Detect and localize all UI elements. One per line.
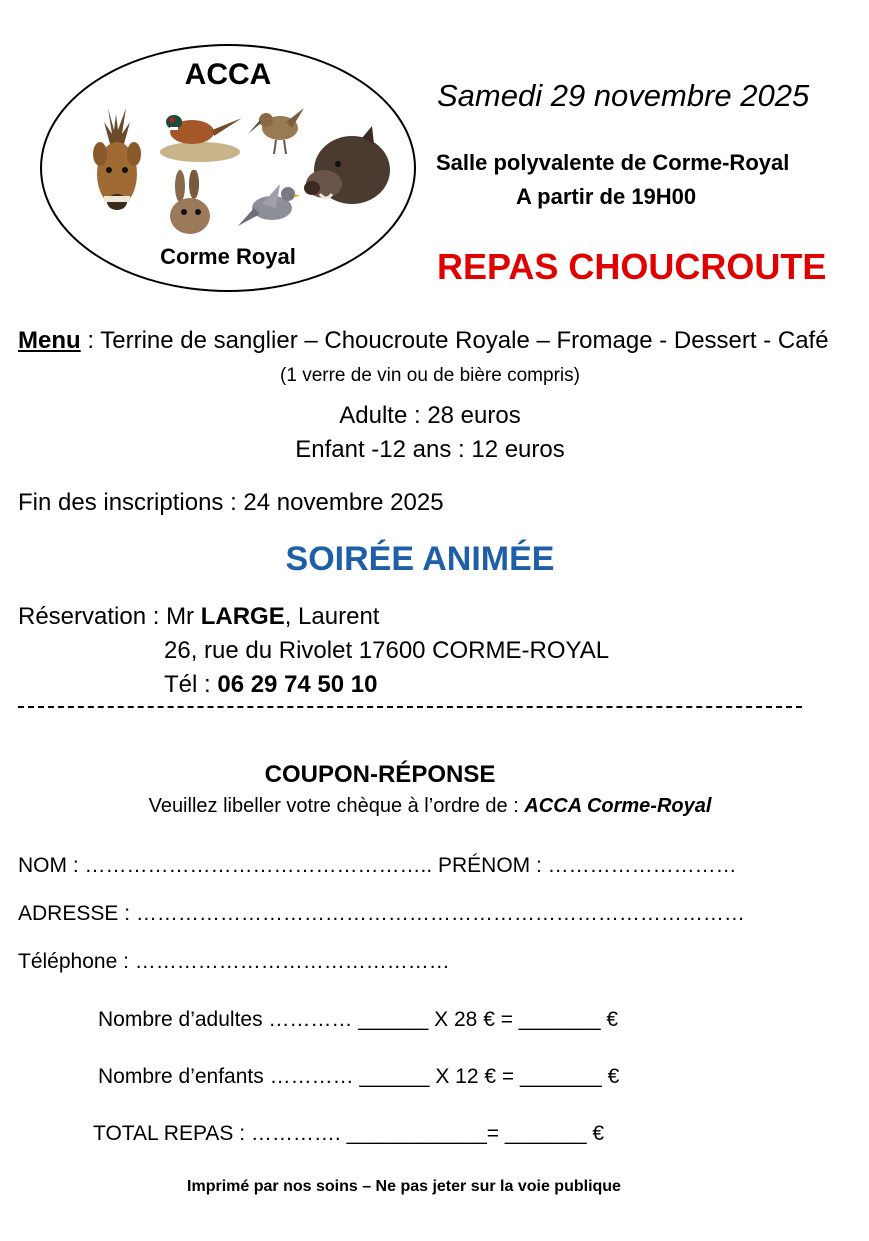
wild-boar-icon [302, 124, 392, 214]
event-title: REPAS CHOUCROUTE [437, 246, 827, 287]
children-count-field[interactable]: Nombre d’enfants ………… ______ X 12 € = _______ € [98, 1065, 620, 1088]
soiree-heading: SOIRÉE ANIMÉE [285, 540, 555, 578]
acca-logo [40, 44, 416, 292]
menu-line [18, 327, 829, 355]
reservation-contact [18, 603, 379, 631]
phone-number: 06 29 74 50 10 [217, 671, 378, 698]
pheasant-icon [156, 96, 244, 164]
menu-items: : Terrine de sanglier – Choucroute Royale – Fromage - Dessert - Café [80, 327, 829, 354]
logo-bottom-text: Corme Royal [160, 244, 296, 269]
menu-label: Menu [18, 327, 81, 354]
total-field[interactable]: TOTAL REPAS : …………. ____________= _______ € [93, 1122, 605, 1145]
pigeon-icon [236, 178, 300, 232]
reservation-firstname: , Laurent [284, 603, 380, 630]
roe-deer-icon [86, 104, 146, 214]
drinks-note: (1 verre de vin ou de bière compris) [280, 365, 580, 386]
cheque-instruction [0, 795, 860, 818]
woodcock-icon [246, 100, 306, 158]
telephone-field[interactable]: Téléphone : ……………………………………… [18, 950, 450, 973]
nom-prenom-field[interactable]: NOM : ………………………………………….. PRÉNOM : ……………………… [18, 854, 737, 877]
event-date: Samedi 29 novembre 2025 [437, 78, 810, 113]
event-time: A partir de 19H00 [516, 184, 697, 209]
coupon-title: COUPON-RÉPONSE [264, 761, 496, 788]
phone-label: Tél : [164, 671, 218, 698]
logo-top-text: ACCA [184, 58, 272, 91]
reservation-phone-line [164, 671, 378, 699]
reservation-address: 26, rue du Rivolet 17600 CORME-ROYAL [164, 637, 610, 664]
cut-line [18, 706, 802, 708]
reservation-surname: LARGE [200, 603, 285, 630]
hare-icon [162, 170, 218, 238]
event-venue: Salle polyvalente de Corme-Royal [436, 150, 790, 175]
cheque-org: ACCA Corme-Royal [524, 795, 712, 817]
reservation-prefix: Réservation : Mr [18, 603, 201, 630]
price-adult: Adulte : 28 euros [339, 402, 521, 429]
registration-deadline: Fin des inscriptions : 24 novembre 2025 [18, 489, 444, 516]
price-child: Enfant -12 ans : 12 euros [295, 436, 565, 463]
footer-note: Imprimé par nos soins – Ne pas jeter sur la voie publique [187, 1178, 621, 1195]
adults-count-field[interactable]: Nombre d’adultes ………… ______ X 28 € = _______ € [98, 1008, 619, 1031]
adresse-field[interactable]: ADRESSE : …………………………………………………………………………… [18, 902, 745, 925]
cheque-prefix: Veuillez libeller votre chèque à l’ordre de : [148, 795, 525, 817]
